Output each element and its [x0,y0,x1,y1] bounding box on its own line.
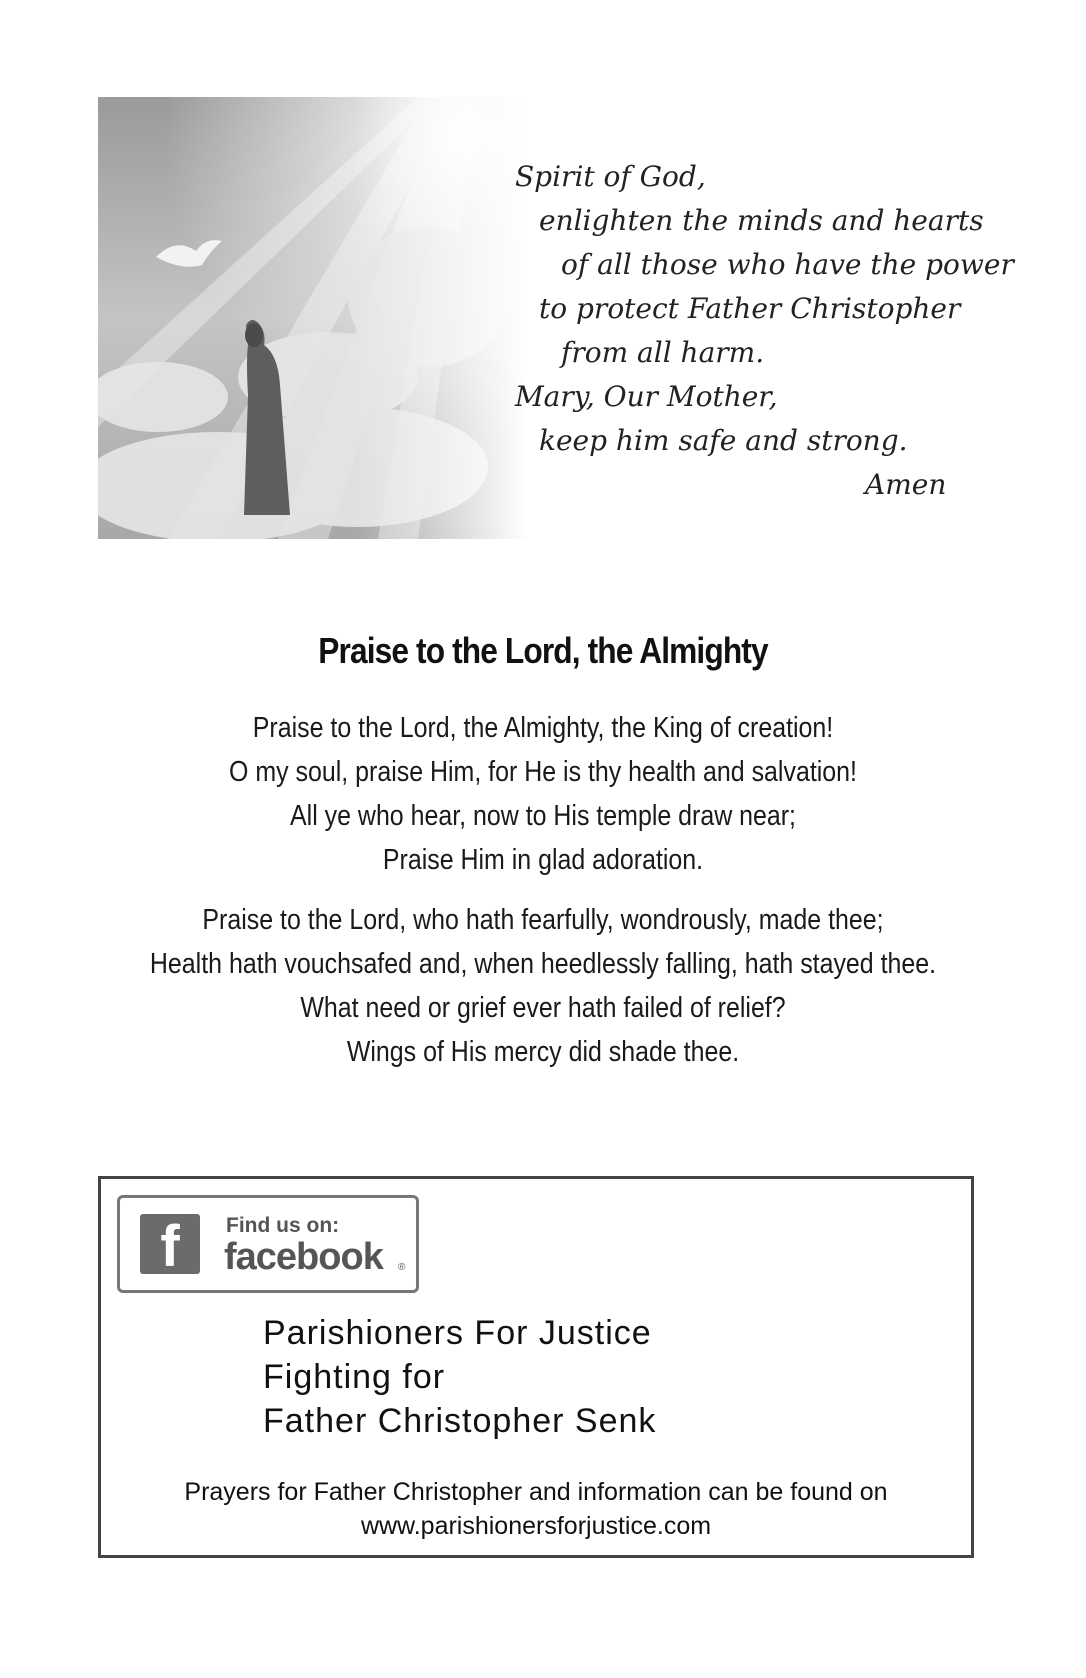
prayer-line: Spirit of God, [515,160,706,193]
prayer-line: to protect Father Christopher [539,292,961,325]
prayer-line: enlighten the minds and hearts [539,204,984,237]
facebook-icon [140,1214,200,1279]
org-line: Father Christopher Senk [263,1402,657,1440]
registered-mark: ® [398,1262,406,1273]
hymn-line: Praise to the Lord, who hath fearfully, wondrously, made thee; [202,904,884,936]
facebook-wordmark: facebook [224,1236,383,1278]
hymn-line: Praise Him in glad adoration. [382,844,704,876]
prayer-text [515,155,1014,507]
hymn-line: What need or grief ever hath failed of relief? [300,992,786,1024]
org-line: Fighting for [263,1358,446,1396]
prayer-line: keep him safe and strong. [539,424,908,457]
hymn-line: Praise to the Lord, the Almighty, the King of creation! [252,712,834,744]
hymn-stanza-1 [60,706,1026,882]
org-line: Parishioners For Justice [263,1314,652,1352]
footer-text: Prayers for Father Christopher and information can be found on [184,1478,888,1506]
info-box [98,1176,974,1558]
organization-name [263,1311,656,1443]
find-us-label: Find us on: [226,1214,340,1237]
footer-note [101,1475,971,1543]
hymn [60,630,1026,1090]
prayer-amen: Amen [865,468,947,501]
prayer-line: Mary, Our Mother, [515,380,778,413]
facebook-logo-letter: f [160,1214,180,1279]
hymn-stanza-2 [60,898,1026,1074]
hymn-line: O my soul, praise Him, for He is thy health and salvation! [229,756,857,788]
prayer-line: of all those who have the power [561,248,1014,281]
prayer-card [98,97,1014,539]
facebook-badge[interactable] [117,1195,419,1293]
hymn-title: Praise to the Lord, the Almighty [318,630,768,671]
website-link[interactable]: www.parishionersforjustice.com [360,1512,712,1540]
hymn-line: Wings of His mercy did shade thee. [346,1036,740,1068]
hymn-line: Health hath vouchsafed and, when heedlessly falling, hath stayed thee. [149,948,937,980]
heavenly-figure-image [98,97,528,539]
prayer-line: from all harm. [561,336,765,369]
hymn-line: All ye who hear, now to His temple draw near; [290,800,796,832]
